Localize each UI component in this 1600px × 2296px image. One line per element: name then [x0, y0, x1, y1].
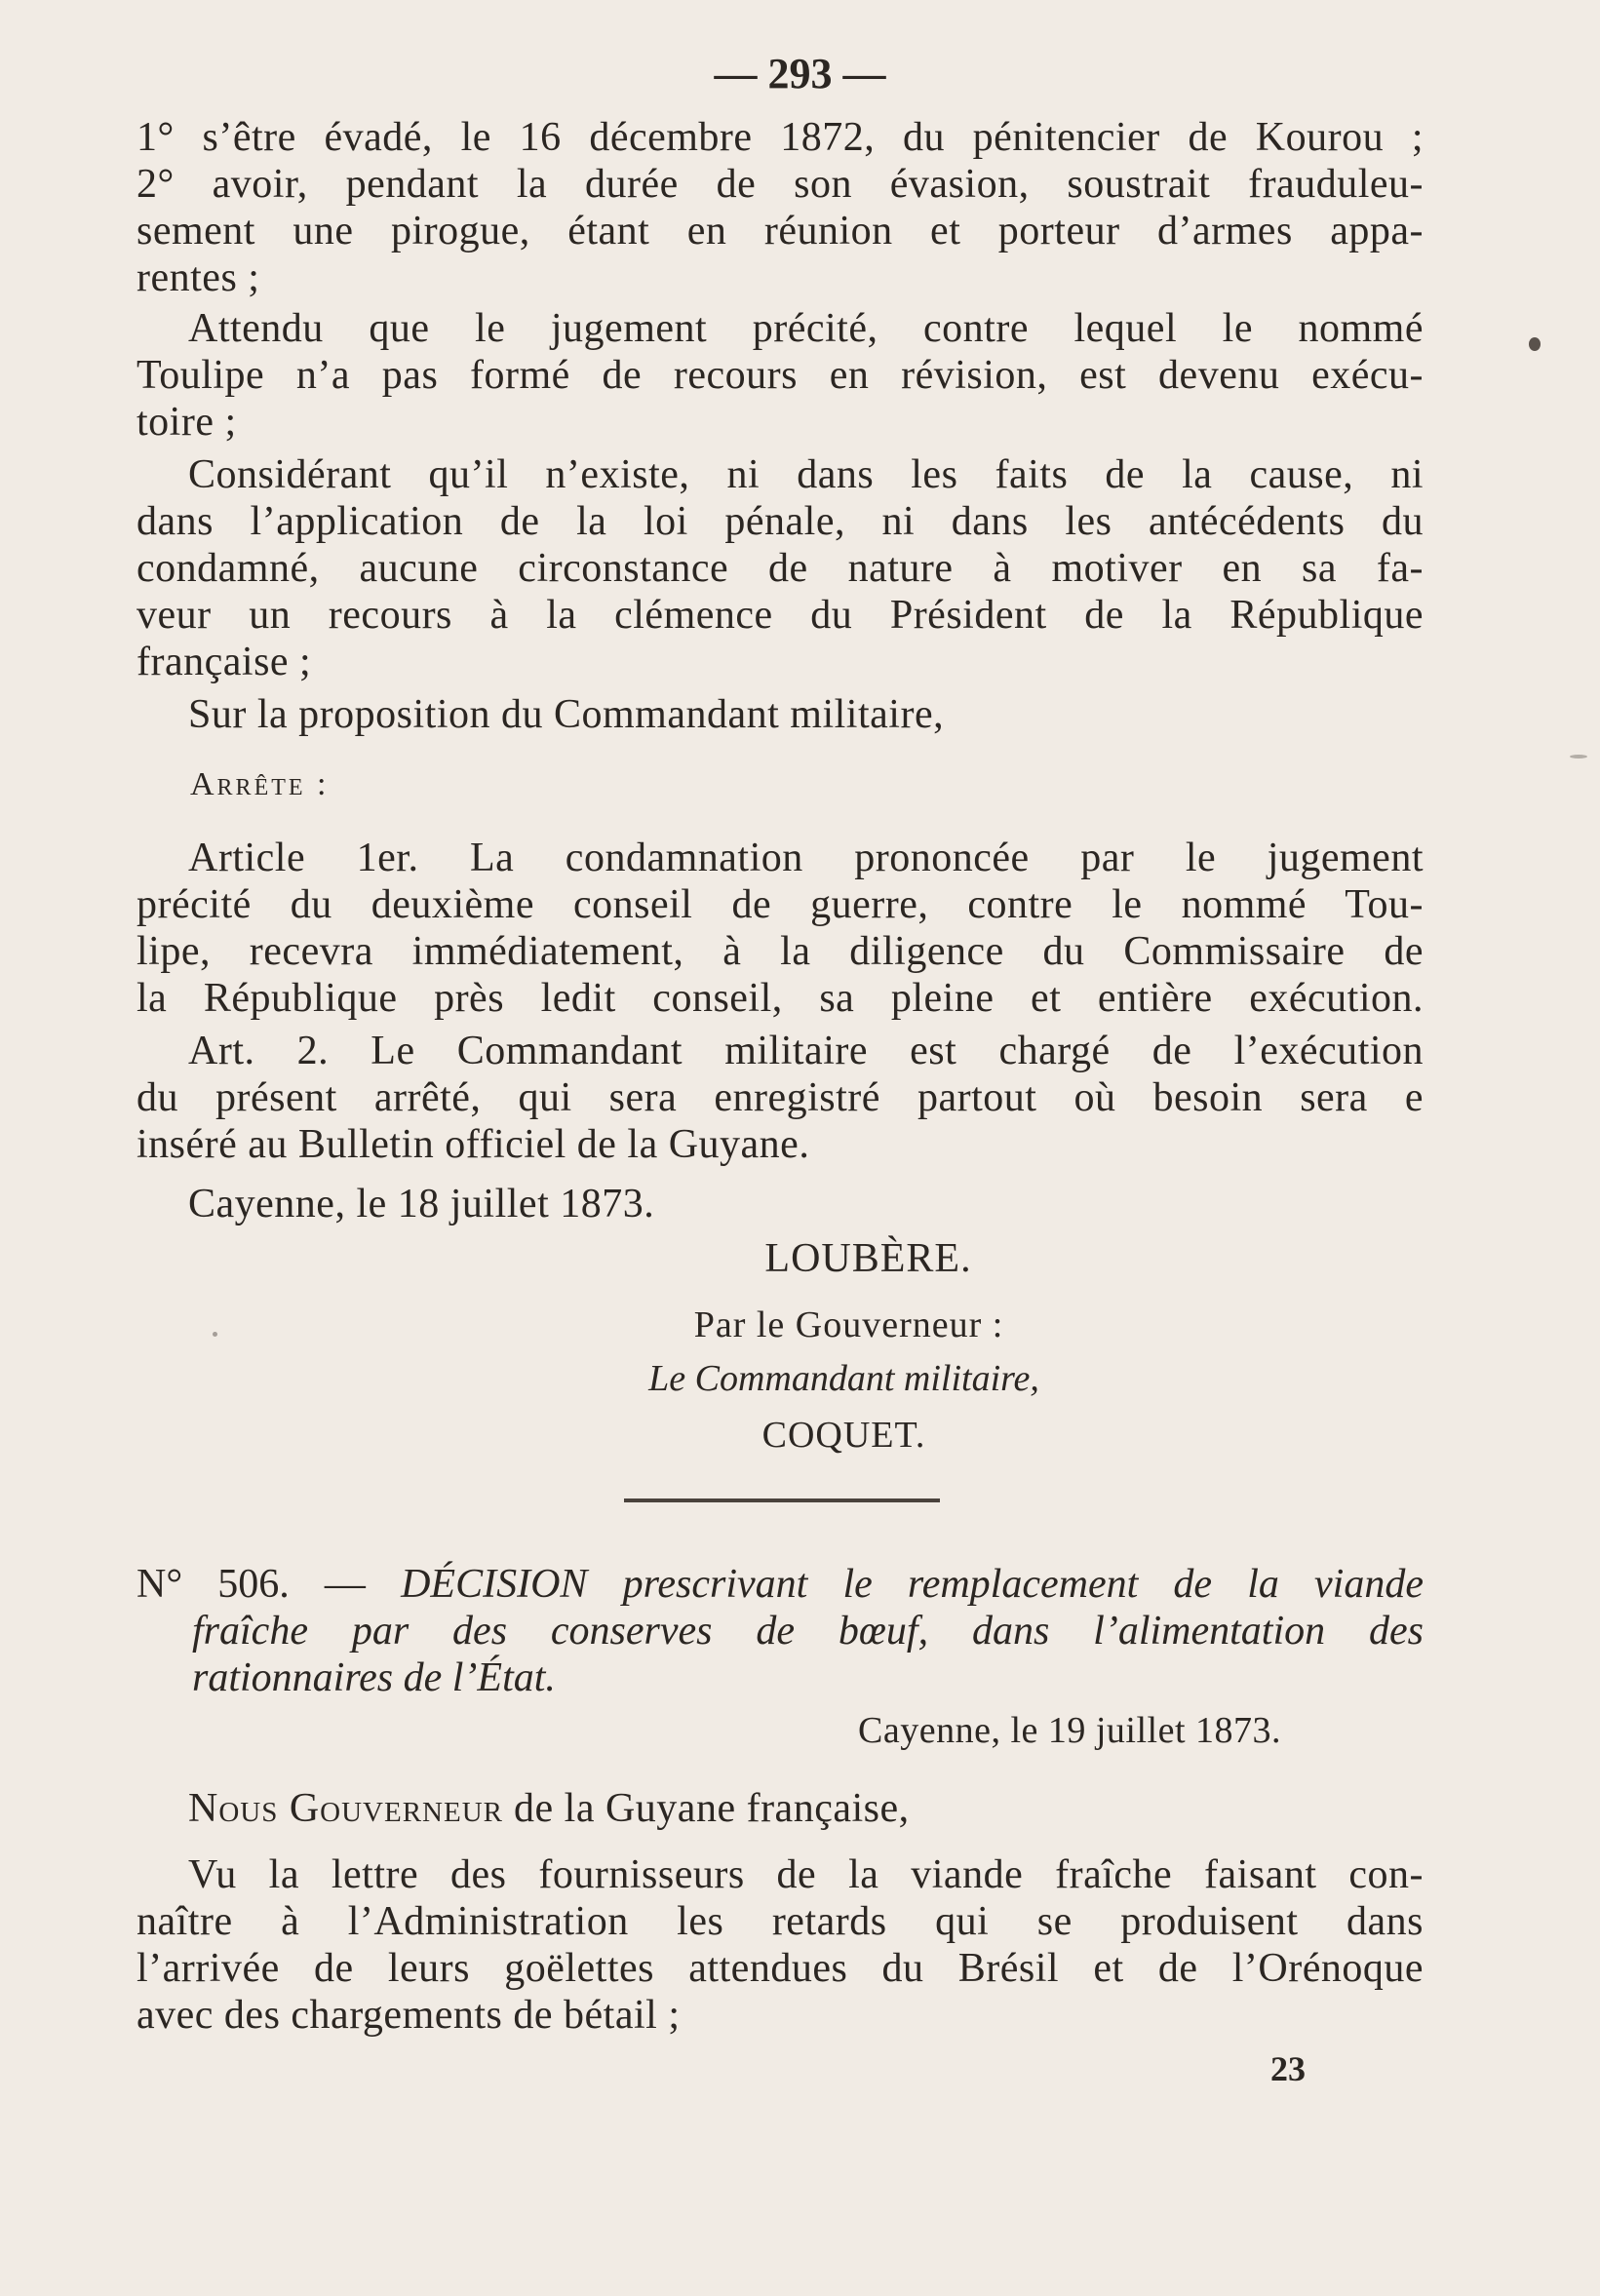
decision-line: avec des chargements de bétail ; [137, 1993, 681, 2038]
decision-intro [188, 1784, 1424, 1833]
signature-countersign: COQUET. [761, 1415, 926, 1456]
signature-name: LOUBÈRE. [764, 1236, 972, 1281]
intro-rest: de la Guyane française, [503, 1786, 910, 1831]
decision-heading [137, 1560, 1424, 1609]
text-line: 1° s’être évadé, le 16 décembre 1872, du pénitencier de Kourou ; [137, 115, 1424, 160]
paper-speck [1570, 755, 1587, 759]
article-line: Article 1er. La condamnation prononcée par le jugement [188, 836, 1424, 880]
article-line: Art. 2. Le Commandant militaire est chargé de l’exécution [188, 1029, 1424, 1073]
page-number: — 293 — [714, 50, 886, 97]
text-line: condamné, aucune circonstance de nature à motiver en sa fa- [137, 546, 1424, 591]
decision-title-line: fraîche par des conserves de bœuf, dans l’alimentation des [192, 1609, 1424, 1654]
decision-number: N° 506. — [137, 1562, 366, 1607]
article-line: inséré au Bulletin officiel de la Guyane. [137, 1122, 810, 1167]
signature-par: Par le Gouverneur : [693, 1304, 1004, 1345]
text-line: 2° avoir, pendant la durée de son évasion, soustrait frauduleu- [137, 162, 1424, 207]
text-line: Attendu que le jugement précité, contre lequel le nommé [188, 306, 1424, 351]
text-line: Considérant qu’il n’existe, ni dans les faits de la cause, ni [188, 452, 1424, 497]
date-line: Cayenne, le 18 juillet 1873. [188, 1182, 655, 1226]
article-line: du présent arrêté, qui sera enregistré partout où besoin sera e [137, 1075, 1424, 1120]
decision-line: naître à l’Administration les retards qui se produisent dans [137, 1899, 1424, 1944]
text-line: française ; [137, 640, 312, 684]
paper-speck [213, 1332, 217, 1337]
signature-title: Le Commandant militaire, [648, 1358, 1039, 1399]
decision-line: l’arrivée de leurs goëlettes attendues du Brésil et de l’Orénoque [137, 1946, 1424, 1991]
intro-caps: Nous Gouverneur [188, 1786, 504, 1831]
section-divider [624, 1498, 940, 1502]
text-line: rentes ; [137, 255, 260, 300]
article-line: précité du deuxième conseil de guerre, contre le nommé Tou- [137, 882, 1424, 927]
article-line: la République près ledit conseil, sa pleine et entière exécution. [137, 976, 1424, 1021]
text-line: sement une pirogue, étant en réunion et porteur d’armes appa- [137, 209, 1424, 253]
paper-speck [1529, 337, 1541, 351]
decision-title-line: rationnaires de l’État. [192, 1655, 556, 1700]
text-line: Sur la proposition du Commandant militaire, [188, 692, 945, 737]
text-line: dans l’application de la loi pénale, ni dans les antécédents du [137, 499, 1424, 544]
decision-title: DÉCISION prescrivant le remplacement de la viande [401, 1562, 1424, 1607]
arrete-heading: Arrête : [190, 766, 330, 802]
signature-mark: 23 [1270, 2049, 1306, 2088]
article-line: lipe, recevra immédiatement, à la diligence du Commissaire de [137, 929, 1424, 974]
decision-line: Vu la lettre des fournisseurs de la viande fraîche faisant con- [188, 1852, 1424, 1897]
text-line: Toulipe n’a pas formé de recours en révision, est devenu exécu- [137, 353, 1424, 398]
decision-date: Cayenne, le 19 juillet 1873. [858, 1710, 1282, 1751]
text-line: toire ; [137, 400, 237, 445]
text-line: veur un recours à la clémence du Président de la République [137, 593, 1424, 638]
